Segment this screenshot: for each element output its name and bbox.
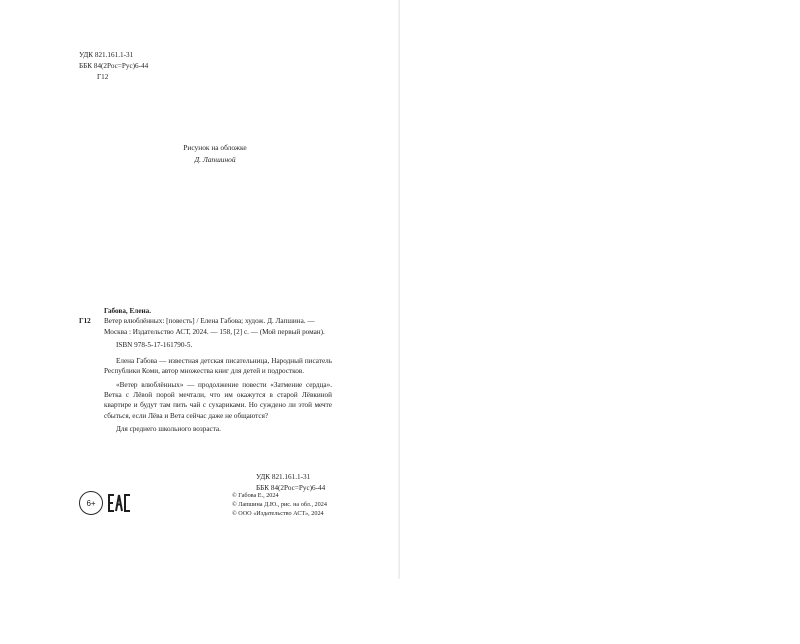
catalog-code: Г12: [79, 317, 91, 326]
isbn: ISBN 978-5-17-161790-5.: [116, 340, 193, 349]
left-page: [0, 0, 400, 579]
cover-artist: Д. Лапшиной: [194, 155, 236, 164]
copyright-notice: [232, 491, 327, 518]
catalog-description: Ветер влюблённых: [повесть] / Елена Габова; худож. Д. Лапшина. — Москва : Издательство АСТ, 2024. — 158, [2] с. — (Мой первый роман).: [104, 317, 325, 336]
cover-credit-label: Рисунок на обложке: [183, 143, 247, 152]
copyright-line: © Лапшина Д.Ю., рис. на обл., 2024: [232, 501, 327, 508]
copyright-line: © ООО «Издательство АСТ», 2024: [232, 510, 324, 517]
udk-code: УДК 821.161.1-31: [79, 51, 134, 59]
catalog-record: [79, 306, 332, 437]
classification-codes-top: [79, 50, 148, 83]
catalog-description-row: [79, 316, 332, 337]
eac-certification-icon: [107, 491, 131, 515]
annotation-paragraph: Елена Габова — известная детская писательница, Народный писатель Республики Коми, автор множества книг для детей и подростков.: [104, 357, 332, 376]
copyright-line: © Габова Е., 2024: [232, 492, 279, 499]
udk-code: УДК 821.161.1-31: [256, 473, 311, 481]
annotation-paragraph: Для среднего школьного возраста.: [116, 424, 221, 433]
author-mark: Г12: [97, 73, 109, 81]
annotation: [79, 356, 332, 434]
catalog-author: Габова, Елена.: [104, 307, 152, 315]
cover-credit: [150, 142, 280, 166]
bbk-code: ББК 84(2Рос=Рус)6-44: [256, 484, 326, 492]
right-page: [400, 0, 800, 579]
age-rating-badge: 6+: [79, 491, 103, 515]
annotation-paragraph: «Ветер влюблённых» — продолжение повести «Затмение сердца». Ветка с Лёвой порой мечтали, что им окажутся в старой Лёвкиной квартире и будут там пить чай с сухариками. Но суждено ли этой мечте сбыться, если Лёва и Вета сейчас даже не общаются?: [104, 380, 332, 420]
bbk-code: ББК 84(2Рос=Рус)6-44: [79, 62, 149, 70]
